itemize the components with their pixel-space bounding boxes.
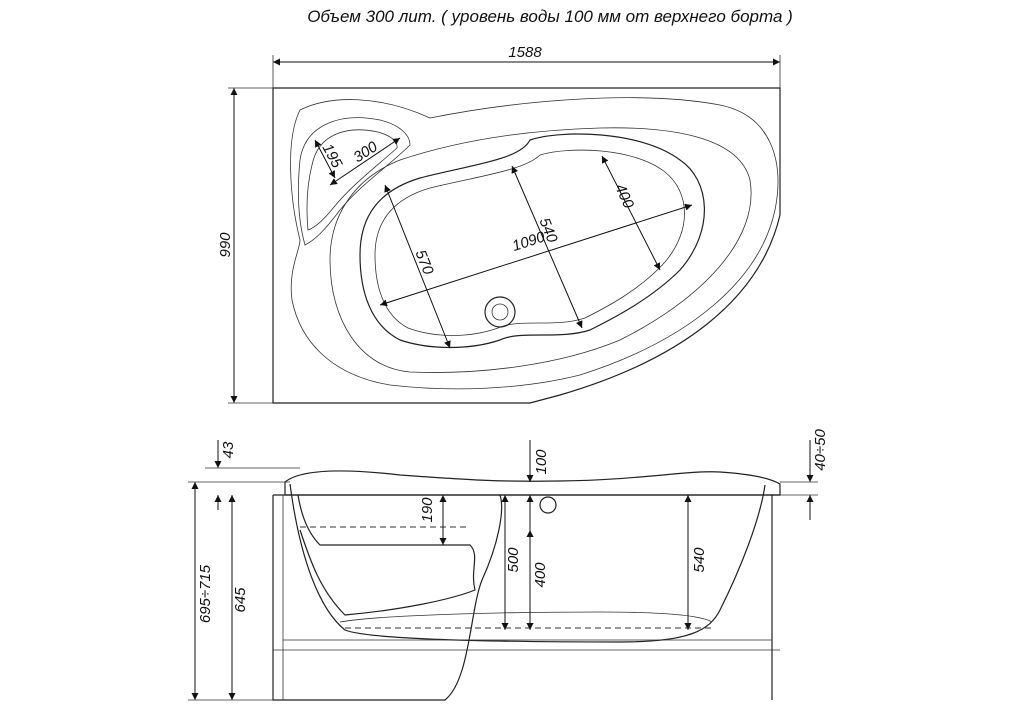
side-overflow (540, 497, 556, 513)
plan-seat-inner (307, 130, 397, 230)
dim-line-bowl-width-right (602, 156, 660, 270)
label-bowl-width-right: 400 (611, 181, 637, 212)
label-leg-adjust: 40÷50 (812, 429, 829, 471)
volume-caption: Объем 300 лит. ( уровень воды 100 мм от верхнего борта ) (307, 7, 793, 26)
plan-drain-inner (492, 304, 508, 320)
plan-view (217, 44, 780, 403)
label-depth-right: 540 (691, 547, 708, 573)
label-rim-height: 43 (220, 441, 237, 459)
label-body-height: 645 (232, 587, 249, 613)
label-overall-width: 1588 (508, 44, 542, 61)
label-seat-depth-side: 190 (419, 497, 436, 523)
label-depth-center: 400 (532, 562, 549, 588)
side-view (188, 429, 829, 700)
label-water-level: 100 (533, 449, 550, 475)
label-seat-depth: 195 (318, 140, 346, 171)
label-bowl-width-center: 540 (535, 215, 561, 246)
label-bowl-length: 1090 (510, 228, 548, 255)
plan-drain (485, 297, 515, 327)
side-shell-floor (340, 612, 712, 622)
label-seat-width: 300 (350, 138, 381, 167)
label-overall-depth: 990 (217, 232, 234, 258)
label-bowl-width-left: 570 (411, 247, 437, 278)
label-total-height: 695÷715 (197, 564, 214, 624)
side-shell (298, 495, 475, 615)
label-depth-front: 500 (505, 547, 522, 573)
